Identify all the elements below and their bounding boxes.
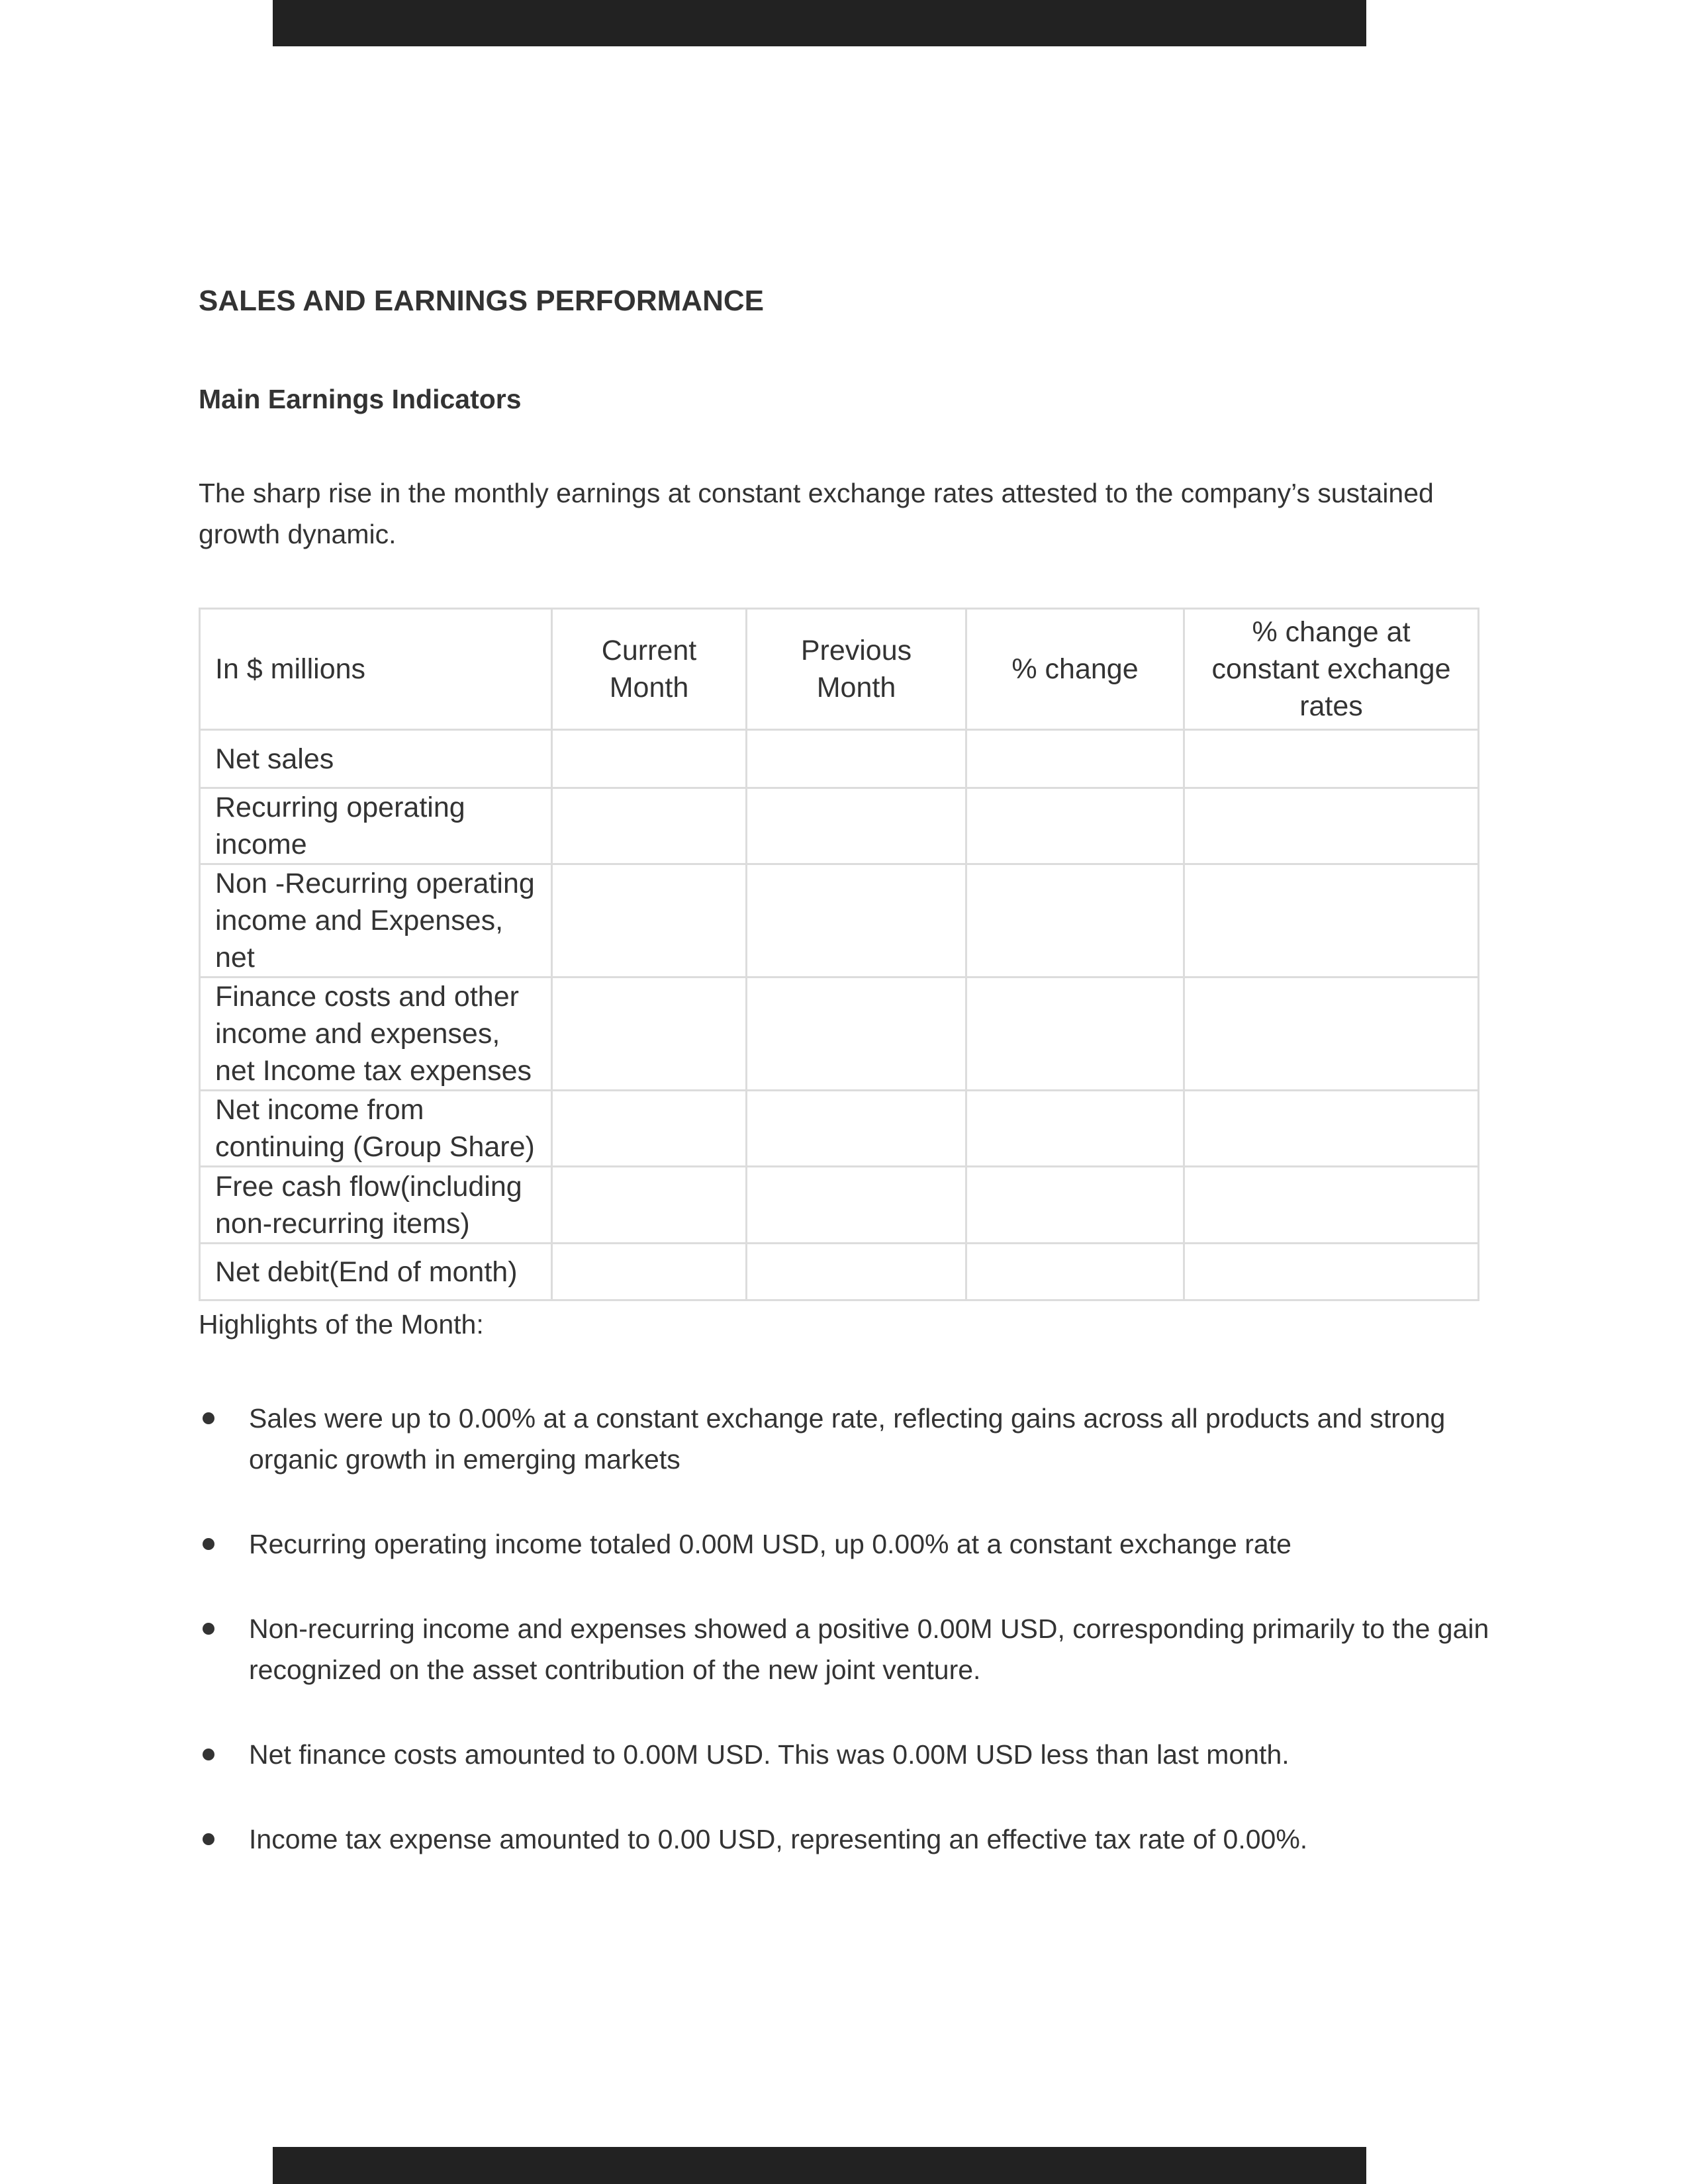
table-cell [1184, 1167, 1479, 1244]
table-cell [966, 864, 1184, 978]
table-cell [1184, 864, 1479, 978]
header-cell-percent-change: % change [966, 609, 1184, 730]
table-cell [966, 1091, 1184, 1167]
table-cell [747, 1167, 966, 1244]
list-item [199, 1734, 1496, 1775]
highlight-text: Non-recurring income and expenses showed a positive 0.00M USD, corresponding primarily to the gain recognized on the asset contribution of the new joint venture. [249, 1614, 1489, 1685]
row-label-non-recurring-income: Non -Recurring operating income and Expenses, net [200, 864, 552, 978]
table-row [200, 864, 1479, 978]
highlight-text: Net finance costs amounted to 0.00M USD. This was 0.00M USD less than last month. [249, 1739, 1289, 1770]
table-row [200, 1091, 1479, 1167]
row-label-free-cash-flow: Free cash flow(including non-recurring items) [200, 1167, 552, 1244]
table-cell [552, 1167, 747, 1244]
header-cell-previous-month: Previous Month [747, 609, 966, 730]
highlight-text: Recurring operating income totaled 0.00M USD, up 0.00% at a constant exchange rate [249, 1529, 1291, 1559]
table-cell [747, 788, 966, 864]
table-cell [1184, 1091, 1479, 1167]
highlight-text: Income tax expense amounted to 0.00 USD, representing an effective tax rate of 0.00%. [249, 1824, 1308, 1854]
row-label-net-debit: Net debit(End of month) [200, 1244, 552, 1300]
table-row [200, 788, 1479, 864]
subtitle: Main Earnings Indicators [199, 384, 522, 414]
table-cell [552, 1091, 747, 1167]
list-item [199, 1524, 1496, 1565]
earnings-indicators-table [199, 608, 1479, 1301]
header-cell-current-month: Current Month [552, 609, 747, 730]
section-title: SALES AND EARNINGS PERFORMANCE [199, 285, 764, 317]
table-cell [966, 788, 1184, 864]
list-item [199, 1819, 1496, 1860]
table-cell [1184, 788, 1479, 864]
header-cell-percent-change-constant: % change at constant exchange rates [1184, 609, 1479, 730]
table-row [200, 730, 1479, 788]
row-label-net-income: Net income from continuing (Group Share) [200, 1091, 552, 1167]
table-cell [747, 864, 966, 978]
table-cell [552, 730, 747, 788]
list-item [199, 1398, 1496, 1480]
table-row [200, 978, 1479, 1091]
table-cell [966, 730, 1184, 788]
header-bar [273, 0, 1366, 46]
highlights-title: Highlights of the Month: [199, 1309, 484, 1340]
table-cell [747, 1091, 966, 1167]
row-label-recurring-operating-income: Recurring operating income [200, 788, 552, 864]
table-cell [747, 978, 966, 1091]
table-cell [552, 978, 747, 1091]
bullet-icon [203, 1833, 214, 1845]
list-item [199, 1608, 1496, 1690]
table-cell [966, 1244, 1184, 1300]
footer-bar [273, 2147, 1366, 2184]
table-header-row [200, 609, 1479, 730]
table-cell [552, 1244, 747, 1300]
highlights-list [199, 1398, 1496, 1903]
bullet-icon [203, 1538, 214, 1550]
row-label-net-sales: Net sales [200, 730, 552, 788]
table-cell [1184, 1244, 1479, 1300]
table-cell [552, 788, 747, 864]
header-cell-unit: In $ millions [200, 609, 552, 730]
table-cell [966, 978, 1184, 1091]
table-row [200, 1244, 1479, 1300]
row-label-finance-costs: Finance costs and other income and expenses, net Income tax expenses [200, 978, 552, 1091]
table-row [200, 1167, 1479, 1244]
table-cell [1184, 978, 1479, 1091]
table-cell [1184, 730, 1479, 788]
bullet-icon [203, 1749, 214, 1760]
table-cell [747, 730, 966, 788]
intro-paragraph: The sharp rise in the monthly earnings at constant exchange rates attested to the company’s sustained growth dynamic. [199, 478, 1434, 549]
highlight-text: Sales were up to 0.00% at a constant exchange rate, reflecting gains across all products and strong organic growth in emerging markets [249, 1403, 1446, 1475]
bullet-icon [203, 1623, 214, 1635]
table-cell [552, 864, 747, 978]
bullet-icon [203, 1412, 214, 1424]
table-cell [747, 1244, 966, 1300]
table-cell [966, 1167, 1184, 1244]
